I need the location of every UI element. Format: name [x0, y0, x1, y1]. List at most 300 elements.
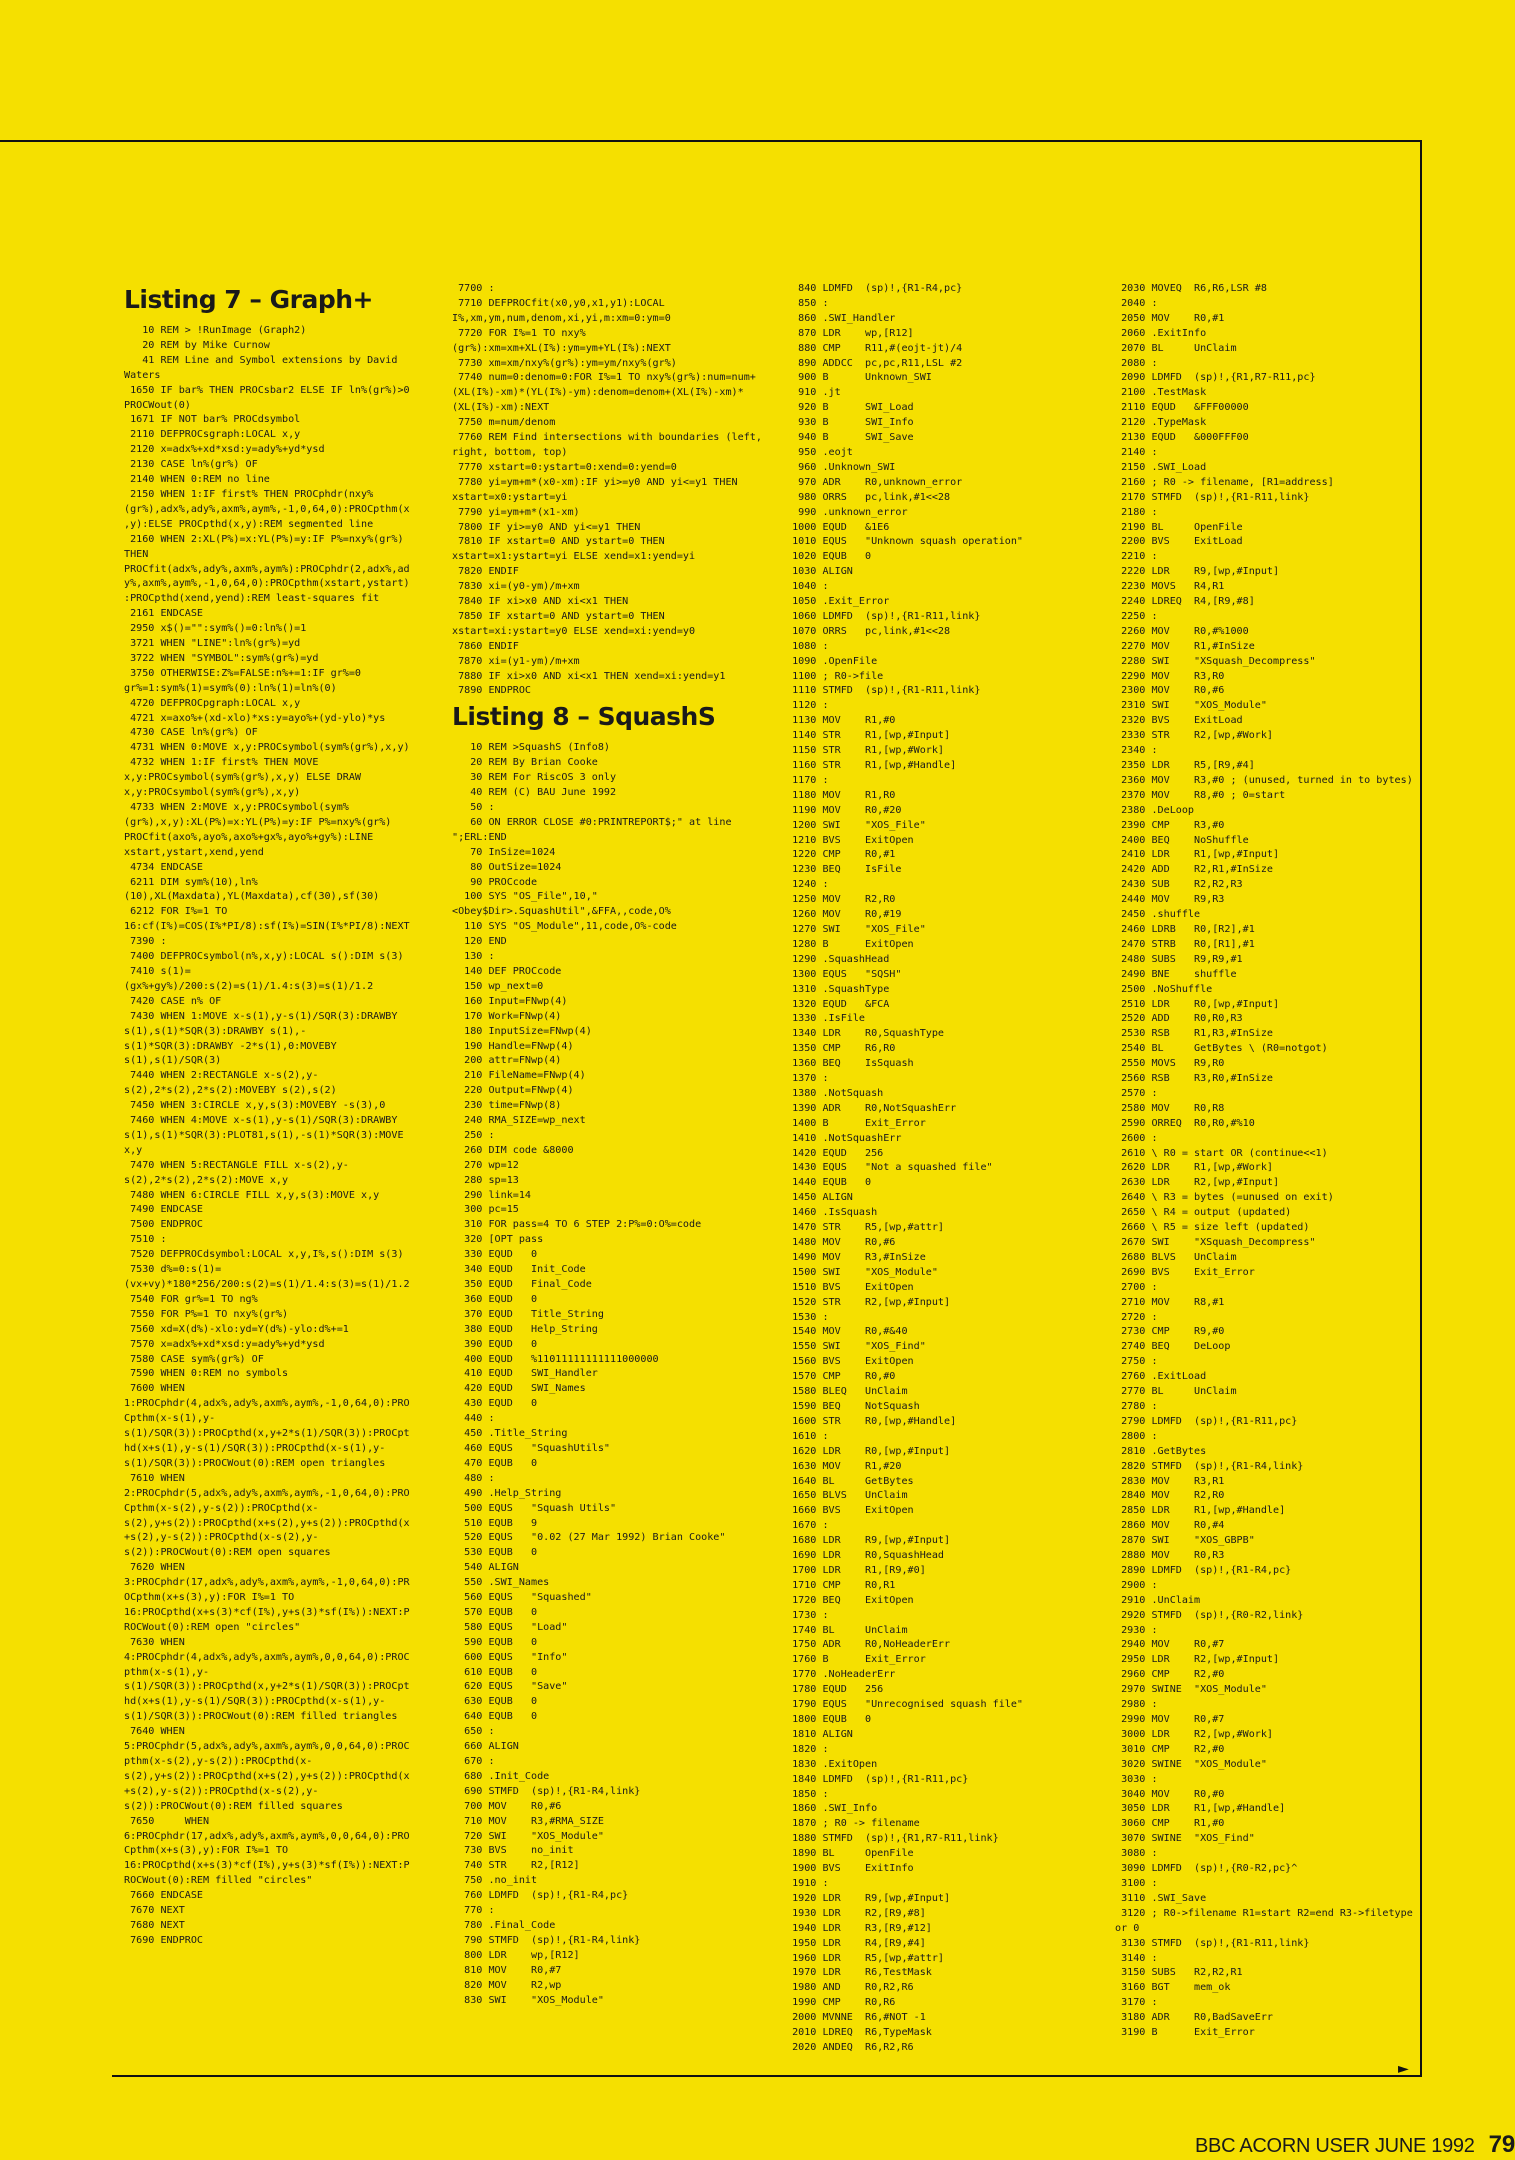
code-line: 7800 IF yi>=y0 AND yi<=y1 THEN	[452, 521, 641, 533]
code-line: 2610 \ R0 = start OR (continue<<1)	[1115, 1147, 1328, 1159]
code-line: 1570 CMP R0,#0	[786, 1371, 896, 1383]
code-line: 7720 FOR I%=1 TO nxy%(gr%):xm=xm+XL(I%):ym=ym+YL(I%):NEXT	[452, 327, 671, 354]
listing-column-1	[124, 282, 414, 1949]
code-line: 3130 STMFD (sp)!,{R1-R11,link}	[1115, 1937, 1310, 1949]
code-line: 160 Input=FNwp(4)	[452, 995, 568, 1007]
right-rule	[1420, 140, 1422, 2075]
code-line: 7550 FOR P%=1 TO nxy%(gr%)	[124, 1308, 289, 1320]
code-line: 2820 STMFD (sp)!,{R1-R4,link}	[1115, 1460, 1304, 1472]
code-line: 620 EQUS "Save"	[452, 1681, 568, 1693]
code-line: 490 .Help_String	[452, 1487, 562, 1499]
code-line: 3090 LDMFD (sp)!,{R0-R2,pc}^	[1115, 1863, 1298, 1875]
code-line: 560 EQUS "Squashed"	[452, 1592, 592, 1604]
code-line: 6212 FOR I%=1 TO 16:cf(I%)=COS(I%*PI/8):sf(I%)=SIN(I%*PI/8):NEXT	[124, 906, 410, 933]
code-line: 2560 RSB R3,R0,#InSize	[1115, 1073, 1274, 1085]
code-line: 3120 ; R0->filename R1=start R2=end R3->filetype or 0	[1115, 1907, 1419, 1934]
code-line: 1190 MOV R0,#20	[786, 804, 902, 816]
code-line: 4733 WHEN 2:MOVE x,y:PROCsymbol(sym%(gr%),x,y):XL(P%)=x:YL(P%)=y:IF P%=nxy%(gr%) PROCfit(axo%,ayo%,axo%+gx%,ayo%+gy%):LINE xstart,ystart,xend,yend	[124, 802, 398, 858]
code-line: 820 MOV R2,wp	[452, 1979, 562, 1991]
code-line: 2550 MOVS R9,R0	[1115, 1058, 1225, 1070]
code-line: 2630 LDR R2,[wp,#Input]	[1115, 1177, 1280, 1189]
code-line: 220 Output=FNwp(4)	[452, 1085, 574, 1097]
code-line: 2650 \ R4 = output (updated)	[1115, 1207, 1292, 1219]
code-line: 2220 LDR R9,[wp,#Input]	[1115, 566, 1280, 578]
code-line: 420 EQUD SWI_Names	[452, 1383, 586, 1395]
code-line: 2840 MOV R2,R0	[1115, 1490, 1225, 1502]
code-line: 7830 xi=(y0-ym)/m+xm	[452, 581, 580, 593]
code-line: 1420 EQUD 256	[786, 1147, 884, 1159]
code-line: 2590 ORREQ R0,R0,#%10	[1115, 1117, 1255, 1129]
code-line: 7780 yi=ym+m*(x0-xm):IF yi>=y0 AND yi<=y1 THEN xstart=x0:ystart=yi	[452, 476, 744, 503]
code-line: 2150 .SWI_Load	[1115, 461, 1207, 473]
code-line: 1910 :	[786, 1877, 829, 1889]
code-line: 1360 BEQ IsSquash	[786, 1058, 914, 1070]
code-line: 2950 x$()="":sym%()=0:ln%()=1	[124, 623, 307, 635]
code-line: 2030 MOVEQ R6,R6,LSR #8	[1115, 283, 1267, 294]
code-line: 1810 ALIGN	[786, 1728, 853, 1740]
code-line: 1830 .ExitOpen	[786, 1758, 878, 1770]
code-line: 1490 MOV R3,#InSize	[786, 1251, 926, 1263]
code-line: 1760 B Exit_Error	[786, 1654, 926, 1666]
code-line: 540 ALIGN	[452, 1562, 519, 1574]
code-line: 1060 LDMFD (sp)!,{R1-R11,link}	[786, 610, 981, 622]
code-line: 670 :	[452, 1756, 495, 1767]
code-line: 1310 .SquashType	[786, 983, 890, 995]
code-line: 1890 BL OpenFile	[786, 1848, 914, 1860]
code-line: 1370 :	[786, 1073, 829, 1085]
code-line: 7590 WHEN 0:REM no symbols	[124, 1368, 289, 1380]
code-line: 1790 EQUS "Unrecognised squash file"	[786, 1699, 1024, 1711]
code-line: 280 sp=13	[452, 1174, 519, 1186]
code-line: 740 STR R2,[R12]	[452, 1860, 580, 1872]
code-line: 240 RMA_SIZE=wp_next	[452, 1115, 586, 1127]
code-line: 1800 EQUB 0	[786, 1714, 872, 1725]
code-line: 1460 .IsSquash	[786, 1207, 878, 1219]
code-line: 90 PROCcode	[452, 876, 538, 888]
code-line: 2420 ADD R2,R1,#InSize	[1115, 864, 1274, 876]
code-line: 2510 LDR R0,[wp,#Input]	[1115, 998, 1280, 1010]
code-line: 1970 LDR R6,TestMask	[786, 1967, 932, 1979]
code-line: 920 B SWI_Load	[786, 402, 914, 414]
code-line: 80 OutSize=1024	[452, 861, 562, 873]
code-line: 10 REM > !RunImage (Graph2)	[124, 325, 307, 336]
code-line: 1530 :	[786, 1311, 829, 1323]
code-line: 2910 .UnClaim	[1115, 1594, 1201, 1606]
code-line: 2150 WHEN 1:IF first% THEN PROCphdr(nxy%(gr%),adx%,ady%,axm%,aym%,-1,0,64,0):PROCpthm(x,y):ELSE PROCpthd(x,y):REM segmented line	[124, 488, 410, 530]
code-line: 7530 d%=0:s(1)=(vx+vy)*180*256/200:s(2)=s(1)/1.4:s(3)=s(1)/1.2	[124, 1264, 410, 1290]
code-line: 1700 LDR R1,[R9,#0]	[786, 1564, 926, 1576]
code-line: 450 .Title_String	[452, 1428, 568, 1440]
code-line: 2860 MOV R0,#4	[1115, 1520, 1225, 1532]
code-line: 1210 BVS ExitOpen	[786, 834, 914, 846]
code-line: 340 EQUD Init_Code	[452, 1264, 586, 1276]
code-line: 480 :	[452, 1472, 495, 1484]
code-line: 840 LDMFD (sp)!,{R1-R4,pc}	[786, 283, 963, 294]
code-line: 2500 .NoShuffle	[1115, 983, 1213, 995]
code-line: 1660 BVS ExitOpen	[786, 1505, 914, 1517]
code-line: 2050 MOV R0,#1	[1115, 312, 1225, 324]
code-line: 2160 WHEN 2:XL(P%)=x:YL(P%)=y:IF P%=nxy%(gr%) THEN PROCfit(adx%,ady%,axm%,aym%):PROCphdr(2,adx%,ady%,axm%,aym%,-1,0,64,0):PROCpthm(xstart,ystart):PROCpthd(xend,yend):REM least-squares fit	[124, 533, 410, 605]
code-line: 960 .Unknown_SWI	[786, 461, 896, 473]
code-line: 710 MOV R3,#RMA_SIZE	[452, 1815, 604, 1827]
code-line: 2810 .GetBytes	[1115, 1445, 1207, 1457]
bottom-rule	[112, 2075, 1422, 2077]
code-line: 1510 BVS ExitOpen	[786, 1281, 914, 1293]
code-line: 720 SWI "XOS_Module"	[452, 1830, 604, 1842]
listing-column-4	[1115, 282, 1419, 2041]
code-line: 2950 LDR R2,[wp,#Input]	[1115, 1654, 1280, 1666]
code-line: 2400 BEQ NoShuffle	[1115, 834, 1249, 846]
code-line: 2450 .shuffle	[1115, 909, 1201, 921]
code-line: 2360 MOV R3,#0 ; (unused, turned in to bytes)	[1115, 774, 1413, 786]
code-line: 2340 :	[1115, 745, 1158, 757]
code-line: 7390 :	[124, 936, 167, 948]
code-line: 1980 AND R0,R2,R6	[786, 1982, 914, 1994]
code-line: 2170 STMFD (sp)!,{R1-R11,link}	[1115, 491, 1310, 503]
code-line: 200 attr=FNwp(4)	[452, 1055, 562, 1067]
code-line: 1230 BEQ IsFile	[786, 864, 902, 876]
code-line: 2320 BVS ExitLoad	[1115, 715, 1243, 727]
code-line: 1400 B Exit_Error	[786, 1117, 926, 1129]
code-line: 7730 xm=xm/nxy%(gr%):ym=ym/nxy%(gr%)	[452, 357, 677, 369]
code-line: 3110 .SWI_Save	[1115, 1892, 1207, 1904]
code-line: 7630 WHEN 4:PROCphdr(4,adx%,ady%,axm%,aym%,0,0,64,0):PROCpthm(x-s(1),y-s(1)/SQR(3)):PROCpthd(x,y+2*s(1)/SQR(3)):PROCpthd(x+s(1),y-s(1)/SQR(3)):PROCpthd(x-s(1),y-s(1)/SQR(3)):PROCWout(0):REM filled triangles	[124, 1636, 410, 1723]
code-line: 1840 LDMFD (sp)!,{R1-R11,pc}	[786, 1773, 969, 1785]
page-number: 79	[1488, 2131, 1515, 2158]
code-line: 2670 SWI "XSquash_Decompress"	[1115, 1237, 1316, 1248]
code-line: 1450 ALIGN	[786, 1192, 853, 1204]
code-line: 2330 STR R2,[wp,#Work]	[1115, 730, 1274, 742]
code-line: 1650 BLVS UnClaim	[786, 1490, 908, 1502]
code-line: 2880 MOV R0,R3	[1115, 1550, 1225, 1562]
code-line: 1880 STMFD (sp)!,{R1,R7-R11,link}	[786, 1833, 999, 1845]
code-line: 2850 LDR R1,[wp,#Handle]	[1115, 1505, 1286, 1517]
code-line: 7520 DEFPROCdsymbol:LOCAL x,y,I%,s():DIM s(3)	[124, 1249, 404, 1261]
code-line: 3160 BGT mem_ok	[1115, 1982, 1231, 1994]
code-line: 7790 yi=ym+m*(x1-xm)	[452, 506, 580, 518]
code-line: 1640 BL GetBytes	[786, 1475, 914, 1487]
code-line: 170 Work=FNwp(4)	[452, 1010, 562, 1022]
code-line: 7890 ENDPROC	[452, 685, 532, 697]
code-line: 7870 xi=(y1-ym)/m+xm	[452, 655, 580, 667]
code-line: 2600 :	[1115, 1132, 1158, 1144]
code-line: 210 FileName=FNwp(4)	[452, 1070, 586, 1082]
code-line: 2570 :	[1115, 1087, 1158, 1099]
code-line: 2750 :	[1115, 1356, 1158, 1368]
code-line: 4731 WHEN 0:MOVE x,y:PROCsymbol(sym%(gr%),x,y)	[124, 742, 410, 754]
code-line: 2300 MOV R0,#6	[1115, 685, 1225, 697]
code-line: 7650 WHEN 6:PROCphdr(17,adx%,ady%,axm%,aym%,0,0,64,0):PROCpthm(x+s(3),y):FOR I%=1 TO 16:PROCpthd(x+s(3)*cf(I%),y+s(3)*sf(I%)):NEXT:PROCWout(0):REM filled "circles"	[124, 1815, 410, 1887]
code-line: 7490 ENDCASE	[124, 1204, 204, 1216]
code-line: 7420 CASE n% OF	[124, 995, 222, 1007]
code-line: 7710 DEFPROCfit(x0,y0,x1,y1):LOCAL I%,xm,ym,num,denom,xi,yi,m:xm=0:ym=0	[452, 297, 671, 324]
code-line: 2110 EQUD &FFF00000	[1115, 402, 1249, 414]
code-line: 2690 BVS Exit_Error	[1115, 1266, 1255, 1278]
code-line: 1020 EQUB 0	[786, 551, 872, 563]
code-line: 1170 :	[786, 774, 829, 786]
code-line: 7760 REM Find intersections with boundaries (left, right, bottom, top)	[452, 432, 769, 458]
code-line: 190 Handle=FNwp(4)	[452, 1040, 574, 1052]
code-line: 400 EQUD %11011111111111000000	[452, 1353, 659, 1365]
code-line: 2161 ENDCASE	[124, 608, 204, 620]
code-line: 910 .jt	[786, 387, 841, 399]
code-line: 2210 :	[1115, 551, 1158, 563]
code-line: 7440 WHEN 2:RECTANGLE x-s(2),y-s(2),2*s(2),2*s(2):MOVEBY s(2),s(2)	[124, 1070, 337, 1097]
code-line: 1990 CMP R0,R6	[786, 1997, 896, 2009]
code-line: 3150 SUBS R2,R2,R1	[1115, 1967, 1243, 1979]
code-line: 2180 :	[1115, 506, 1158, 518]
code-line: 2000 MVNNE R6,#NOT -1	[786, 2012, 926, 2024]
code-line: 1590 BEQ NotSquash	[786, 1400, 920, 1412]
code-line: 270 wp=12	[452, 1159, 519, 1171]
code-line: 3100 :	[1115, 1877, 1158, 1889]
code-line: 7750 m=num/denom	[452, 417, 556, 429]
code-line: 7460 WHEN 4:MOVE x-s(1),y-s(1)/SQR(3):DRAWBY s(1),s(1)*SQR(3):PLOT81,s(1),-s(1)*SQR(3):MOVE x,y	[124, 1115, 410, 1156]
code-line: 610 EQUB 0	[452, 1666, 538, 1678]
code-line: 1070 ORRS pc,link,#1<<28	[786, 625, 951, 637]
code-line: 1380 .NotSquash	[786, 1087, 884, 1099]
code-line: 130 :	[452, 951, 495, 963]
code-line: 40 REM (C) BAU June 1992	[452, 787, 617, 799]
code-line: 2620 LDR R1,[wp,#Work]	[1115, 1162, 1274, 1174]
code-line: 2350 LDR R5,[R9,#4]	[1115, 760, 1255, 771]
code-line: 3070 SWINE "XOS_Find"	[1115, 1833, 1255, 1845]
code-line: 2660 \ R5 = size left (updated)	[1115, 1222, 1310, 1234]
code-line: 7640 WHEN 5:PROCphdr(5,adx%,ady%,axm%,aym%,0,0,64,0):PROCpthm(x-s(2),y-s(2)):PROCpthd(x-s(2),y+s(2)):PROCpthd(x+s(2),y+s(2)):PROCpthd(x+s(2),y-s(2)):PROCpthd(x-s(2),y-s(2)):PROCWout(0):REM filled squares	[124, 1726, 410, 1812]
code-line: 7620 WHEN 3:PROCphdr(17,adx%,ady%,axm%,aym%,-1,0,64,0):PROCpthm(x+s(3),y):FOR I%=1 TO 16:PROCpthd(x+s(3)*cf(I%),y+s(3)*sf(I%)):NEXT:PROCWout(0):REM open "circles"	[124, 1562, 410, 1633]
code-line: 7700 :	[452, 283, 495, 294]
code-line: 1630 MOV R1,#20	[786, 1460, 902, 1472]
code-line: 3750 OTHERWISE:Z%=FALSE:n%+=1:IF gr%=0 gr%=1:sym%(1)=sym%(0):ln%(1)=ln%(0)	[124, 667, 368, 694]
code-line: 1820 :	[786, 1743, 829, 1755]
code-line: 7670 NEXT	[124, 1905, 185, 1917]
code-line: 2490 BNE shuffle	[1115, 968, 1237, 980]
code-line: 1130 MOV R1,#0	[786, 715, 896, 727]
code-line: 180 InputSize=FNwp(4)	[452, 1025, 592, 1037]
code-line: 1430 EQUS "Not a squashed file"	[786, 1162, 993, 1174]
code-line: 1900 BVS ExitInfo	[786, 1863, 914, 1875]
code-line: 520 EQUS "0.02 (27 Mar 1992) Brian Cooke"	[452, 1532, 726, 1544]
code-line: 1150 STR R1,[wp,#Work]	[786, 745, 945, 757]
code-line: 7690 ENDPROC	[124, 1934, 204, 1946]
code-line: 550 .SWI_Names	[452, 1577, 550, 1589]
code-line: 1030 ALIGN	[786, 566, 853, 578]
code-line: 640 EQUB 0	[452, 1711, 538, 1723]
code-line: 2100 .TestMask	[1115, 387, 1207, 399]
code-line: 30 REM For RiscOS 3 only	[452, 772, 617, 784]
code-line: 1600 STR R0,[wp,#Handle]	[786, 1415, 957, 1427]
code-line: 880 CMP R11,#(eojt-jt)/4	[786, 342, 963, 354]
code-line: 780 .Final_Code	[452, 1919, 556, 1931]
code-line: 3721 WHEN "LINE":ln%(gr%)=yd	[124, 638, 301, 650]
code-line: 1860 .SWI_Info	[786, 1803, 878, 1815]
code-line: 2440 MOV R9,R3	[1115, 894, 1225, 906]
code-line: 1770 .NoHeaderErr	[786, 1669, 896, 1681]
code-line: 2270 MOV R1,#InSize	[1115, 640, 1255, 652]
code-line: 2160 ; R0 -> filename, [R1=address]	[1115, 476, 1334, 488]
code-line: 1040 :	[786, 581, 829, 593]
code-line: 2060 .ExitInfo	[1115, 327, 1207, 339]
code-line: 750 .no_init	[452, 1875, 538, 1887]
code-line: 7410 s(1)=(gx%+gy%)/200:s(2)=s(1)/1.4:s(3)=s(1)/1.2	[124, 965, 374, 992]
code-line: 790 STMFD (sp)!,{R1-R4,link}	[452, 1934, 641, 1946]
code-line: 1050 .Exit_Error	[786, 596, 890, 608]
code-line: 800 LDR wp,[R12]	[452, 1949, 580, 1961]
code-line: 2680 BLVS UnClaim	[1115, 1251, 1237, 1263]
code-line: 410 EQUD SWI_Handler	[452, 1368, 598, 1380]
code-line: 1930 LDR R2,[R9,#8]	[786, 1907, 926, 1919]
code-line: 1610 :	[786, 1430, 829, 1442]
code-line: 2800 :	[1115, 1430, 1158, 1442]
code-line: 3040 MOV R0,#0	[1115, 1788, 1225, 1800]
code-line: 500 EQUS "Squash Utils"	[452, 1502, 617, 1514]
code-line: 1410 .NotSquashErr	[786, 1132, 902, 1144]
code-line: 350 EQUD Final_Code	[452, 1279, 592, 1290]
code-line: 2990 MOV R0,#7	[1115, 1714, 1225, 1725]
code-line: 1260 MOV R0,#19	[786, 909, 902, 921]
code-line: 850 :	[786, 297, 829, 309]
code-line: 2700 :	[1115, 1281, 1158, 1293]
code-line: 1730 :	[786, 1609, 829, 1621]
code-line: 260 DIM code &8000	[452, 1144, 574, 1156]
continuation-arrow-icon: ►	[1398, 2061, 1409, 2077]
code-line: 100 SYS "OS_File",10,"<Obey$Dir>.SquashUtil",&FFA,,code,O%	[452, 891, 671, 918]
code-line: 3050 LDR R1,[wp,#Handle]	[1115, 1803, 1286, 1815]
code-line: 7560 xd=X(d%)-xlo:yd=Y(d%)-ylo:d%+=1	[124, 1323, 349, 1335]
code-line: 7660 ENDCASE	[124, 1890, 204, 1902]
code-line: 2380 .DeLoop	[1115, 804, 1195, 816]
code-line: 1671 IF NOT bar% PROCdsymbol	[124, 414, 301, 426]
code-line: 110 SYS "OS_Module",11,code,O%-code	[452, 921, 677, 933]
code-line: 810 MOV R0,#7	[452, 1964, 562, 1976]
code-line: 680 .Init_Code	[452, 1770, 550, 1782]
code-line: 3080 :	[1115, 1848, 1158, 1860]
code-line: 1320 EQUD &FCA	[786, 998, 890, 1010]
code-line: 2130 EQUD &000FFF00	[1115, 432, 1249, 444]
code-line: 1780 EQUD 256	[786, 1684, 884, 1696]
code-line: 1620 LDR R0,[wp,#Input]	[786, 1445, 951, 1457]
code-line: 2010 LDREQ R6,TypeMask	[786, 2027, 932, 2039]
code-line: 2790 LDMFD (sp)!,{R1-R11,pc}	[1115, 1415, 1298, 1427]
code-line: 3000 LDR R2,[wp,#Work]	[1115, 1728, 1274, 1740]
code-line: 1690 LDR R0,SquashHead	[786, 1550, 945, 1562]
code-line: 730 BVS no_init	[452, 1845, 574, 1857]
code-line: 1180 MOV R1,R0	[786, 789, 896, 801]
code-line: 4730 CASE ln%(gr%) OF	[124, 727, 258, 739]
code-line: 1480 MOV R0,#6	[786, 1237, 896, 1248]
code-line: 430 EQUD 0	[452, 1398, 538, 1410]
code-line: 7580 CASE sym%(gr%) OF	[124, 1353, 264, 1365]
code-line: 7740 num=0:denom=0:FOR I%=1 TO nxy%(gr%):num=num+(XL(I%)-xm)*(YL(I%)-ym):denom=denom+(XL(I%)-xm)*(XL(I%)-xm):NEXT	[452, 372, 756, 414]
code-line: 1850 :	[786, 1788, 829, 1800]
code-line: 1940 LDR R3,[R9,#12]	[786, 1922, 932, 1934]
code-line: 1520 STR R2,[wp,#Input]	[786, 1296, 951, 1308]
code-line: 1960 LDR R5,[wp,#attr]	[786, 1952, 945, 1964]
code-line: 1560 BVS ExitOpen	[786, 1356, 914, 1368]
code-line: 7500 ENDPROC	[124, 1219, 204, 1231]
code-line: 2020 ANDEQ R6,R2,R6	[786, 2041, 914, 2053]
code-line: 7810 IF xstart=0 AND ystart=0 THEN xstart=x1:ystart=yi ELSE xend=x1:yend=yi	[452, 536, 696, 563]
code-line: 2120 x=adx%+xd*xsd:y=ady%+yd*ysd	[124, 444, 325, 456]
top-rule	[0, 140, 1422, 142]
code-line: 4720 DEFPROCpgraph:LOCAL x,y	[124, 697, 301, 709]
code-line: 3190 B Exit_Error	[1115, 2027, 1255, 2039]
code-line: 2520 ADD R0,R0,R3	[1115, 1013, 1243, 1025]
code-line: 570 EQUB 0	[452, 1606, 538, 1618]
code-line: 2090 LDMFD (sp)!,{R1,R7-R11,pc}	[1115, 372, 1316, 384]
code-line: 2080 :	[1115, 357, 1158, 369]
code-line: 460 EQUS "SquashUtils"	[452, 1442, 611, 1454]
code-line: 2770 BL UnClaim	[1115, 1386, 1237, 1398]
code-line: 7470 WHEN 5:RECTANGLE FILL x-s(2),y-s(2),2*s(2),2*s(2):MOVE x,y	[124, 1159, 349, 1186]
code-line: 1090 .OpenFile	[786, 655, 878, 667]
publication-name: BBC ACORN USER JUNE 1992	[1195, 2135, 1475, 2157]
code-line: 2780 :	[1115, 1400, 1158, 1412]
code-line: 3140 :	[1115, 1952, 1158, 1964]
code-line: 1390 ADR R0,NotSquashErr	[786, 1102, 957, 1114]
code-line: 2470 STRB R0,[R1],#1	[1115, 938, 1255, 950]
code-line: 50 :	[452, 802, 495, 813]
code-line: 1330 .IsFile	[786, 1013, 866, 1025]
listing-heading: Listing 8 – SquashS	[452, 702, 716, 732]
code-line: 660 ALIGN	[452, 1741, 519, 1753]
code-line: 2260 MOV R0,#%1000	[1115, 625, 1249, 637]
code-line: 2480 SUBS R9,R9,#1	[1115, 953, 1243, 965]
code-line: 980 ORRS pc,link,#1<<28	[786, 491, 951, 503]
code-line: 3180 ADR R0,BadSaveErr	[1115, 2012, 1274, 2024]
code-line: 1010 EQUS "Unknown squash operation"	[786, 536, 1024, 548]
code-line: 700 MOV R0,#6	[452, 1800, 562, 1812]
code-line: 20 REM By Brian Cooke	[452, 757, 598, 769]
code-line: 3010 CMP R2,#0	[1115, 1743, 1225, 1755]
code-line: 1300 EQUS "SQSH"	[786, 968, 902, 980]
code-line: 1240 :	[786, 879, 829, 891]
code-line: 2230 MOVS R4,R1	[1115, 581, 1225, 593]
code-line: 2940 MOV R0,#7	[1115, 1639, 1225, 1651]
code-line: 150 wp_next=0	[452, 980, 544, 992]
code-line: 1120 :	[786, 700, 829, 712]
code-line: 7880 IF xi>x0 AND xi<x1 THEN xend=xi:yend=y1	[452, 670, 726, 682]
code-line: 1220 CMP R0,#1	[786, 849, 896, 861]
code-line: 1920 LDR R9,[wp,#Input]	[786, 1892, 951, 1904]
code-line: 2870 SWI "XOS_GBPB"	[1115, 1535, 1255, 1547]
code-line: 2110 DEFPROCsgraph:LOCAL x,y	[124, 429, 301, 441]
code-line: 70 InSize=1024	[452, 846, 556, 858]
listing-heading: Listing 7 – Graph+	[124, 285, 373, 314]
code-line: 2730 CMP R9,#0	[1115, 1326, 1225, 1338]
code-line: 2640 \ R3 = bytes (=unused on exit)	[1115, 1192, 1334, 1204]
code-line: 1080 :	[786, 640, 829, 652]
code-line: 1110 STMFD (sp)!,{R1-R11,link}	[786, 685, 981, 697]
code-line: 1270 SWI "XOS_File"	[786, 923, 926, 935]
code-line: 7510 :	[124, 1234, 167, 1246]
code-line: 1340 LDR R0,SquashType	[786, 1028, 945, 1040]
code-line: 1740 BL UnClaim	[786, 1624, 908, 1636]
code-line: 510 EQUB 9	[452, 1517, 538, 1529]
code-line: 2390 CMP R3,#0	[1115, 819, 1225, 831]
code-line: 870 LDR wp,[R12]	[786, 327, 914, 339]
listing-column-3	[786, 282, 1104, 2056]
code-line: 760 LDMFD (sp)!,{R1-R4,pc}	[452, 1890, 629, 1902]
code-line: 830 SWI "XOS_Module"	[452, 1994, 604, 2006]
code-line: 1440 EQUB 0	[786, 1177, 872, 1189]
code-line: 860 .SWI_Handler	[786, 312, 896, 324]
code-line: 440 :	[452, 1413, 495, 1425]
code-line: 2830 MOV R3,R1	[1115, 1475, 1225, 1487]
code-line: 3722 WHEN "SYMBOL":sym%(gr%)=yd	[124, 652, 319, 664]
code-line: 290 link=14	[452, 1189, 532, 1201]
code-line: 2200 BVS ExitLoad	[1115, 536, 1243, 548]
